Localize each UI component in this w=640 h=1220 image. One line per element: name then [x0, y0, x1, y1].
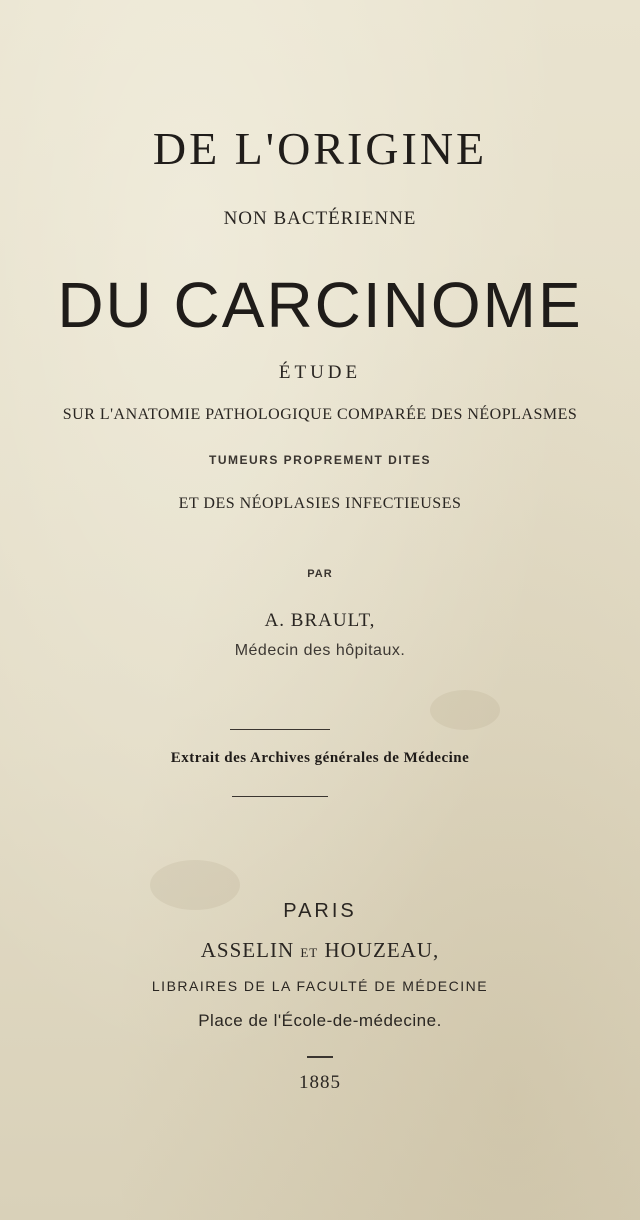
- study-label: ÉTUDE: [278, 362, 362, 383]
- author-name: A. BRAULT,: [264, 610, 376, 631]
- year: 1885: [299, 1072, 341, 1093]
- divider-top: [230, 729, 330, 730]
- subject-line-1: SUR L'ANATOMIE PATHOLOGIQUE COMPARÉE DES NÉOPLASMES: [62, 406, 578, 423]
- subject-line-2: TUMEURS PROPREMENT DITES: [208, 453, 431, 467]
- publisher-role: LIBRAIRES DE LA FACULTÉ DE MÉDECINE: [151, 978, 489, 994]
- extract-note: Extrait des Archives générales de Médecine: [170, 750, 470, 766]
- title-line-3: DU CARCINOME: [57, 269, 583, 341]
- address: Place de l'École-de-médecine.: [198, 1011, 442, 1030]
- publisher-conjunction: ET: [300, 945, 319, 960]
- title-line-2: NON BACTÉRIENNE: [223, 208, 417, 229]
- by-label: PAR: [307, 568, 333, 580]
- divider-bottom: [232, 796, 328, 797]
- publisher-name-1: ASSELIN: [200, 938, 295, 962]
- publisher: [0, 938, 640, 963]
- divider-small: [307, 1056, 333, 1058]
- title-line-1: DE L'ORIGINE: [152, 123, 488, 174]
- publisher-name-2: HOUZEAU,: [324, 938, 440, 962]
- paper-stain: [430, 690, 500, 730]
- city: PARIS: [283, 900, 357, 922]
- subject-line-3: ET DES NÉOPLASIES INFECTIEUSES: [178, 495, 462, 512]
- author-role: Médecin des hôpitaux.: [234, 642, 406, 659]
